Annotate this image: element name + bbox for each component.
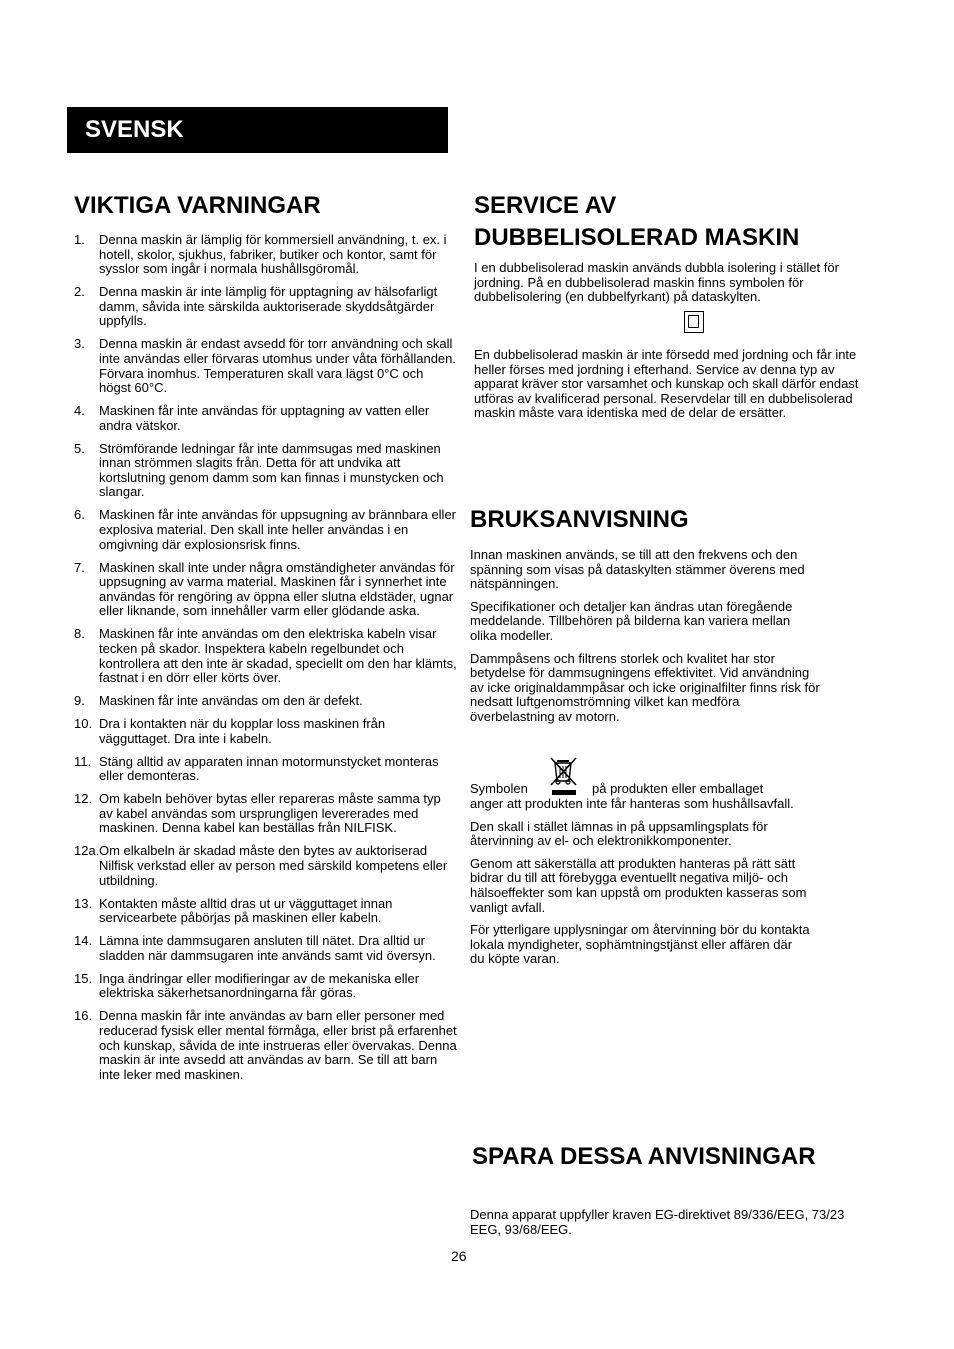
warning-item — [74, 233, 458, 277]
language-header — [67, 107, 448, 153]
symbol-prefix: Symbolen — [470, 781, 528, 796]
warning-text: Lämna inte dammsugaren ansluten till nätet. Dra alltid ur sladden när dammsugaren inte används samt vid översyn. — [99, 933, 436, 963]
warning-number: 16. — [74, 1008, 93, 1024]
service-paragraph-1: I en dubbelisolerad maskin används dubbla isolering i stället för jordning. På en dubbelisolerad maskin finns symbolen för dubbelisolering (en dubbelfyrkant) på dataskylten. — [474, 260, 839, 305]
warning-text: Strömförande ledningar får inte dammsugas med maskinen innan strömmen slagits från. Detta för att undvika att kortslutning genom damm som kan finnas i munstycken och slangar. — [99, 440, 444, 500]
symbol-line — [470, 782, 528, 797]
disposal-text — [470, 797, 810, 975]
warning-text: Denna maskin är endast avsedd för torr användning och skall inte användas eller förvaras utomhus under våta förhållanden. Förvara inomhus. Temperaturen skall vara lägst 0°C och högst 60°C. — [99, 336, 456, 396]
save-heading: SPARA DESSA ANVISNINGAR — [472, 1143, 816, 1170]
language-label: SVENSK — [85, 116, 184, 143]
warning-item — [74, 694, 458, 709]
warning-item — [74, 792, 458, 836]
compliance-paragraph: Denna apparat uppfyller kraven EG-direktivet 89/336/EEG, 73/23 EEG, 93/68/EEG. — [470, 1207, 845, 1237]
warning-item — [74, 934, 458, 963]
warning-number: 14. — [74, 933, 93, 949]
warning-text: Dra i kontakten när du kopplar loss maskinen från vägguttaget. Dra inte i kabeln. — [99, 716, 386, 746]
warning-number: 6. — [74, 507, 85, 523]
warning-item — [74, 844, 458, 888]
warning-text: Stäng alltid av apparaten innan motormunstycket monteras eller demonteras. — [99, 753, 439, 784]
double-square-icon — [684, 311, 704, 333]
warning-number: 3. — [74, 336, 85, 352]
warning-item — [74, 442, 458, 500]
symbol-suffix: på produkten eller emballaget — [592, 781, 764, 796]
warning-text: Denna maskin är inte lämplig för upptagning av hälsofarligt damm, såvida inte särskilda auktoriserade skyddsåtgärder uppfylls. — [99, 284, 438, 329]
warning-text: Maskinen får inte användas för uppsugning av brännbara eller explosiva material. Den skall inte heller användas i en omgivning där explosionsrisk finns. — [99, 507, 457, 552]
warning-item — [74, 1009, 458, 1082]
service-intro — [474, 261, 862, 313]
warning-number: 7. — [74, 559, 85, 575]
service-heading-line1: SERVICE AV — [474, 192, 617, 219]
warnings-heading: VIKTIGA VARNINGAR — [74, 192, 321, 219]
warning-text: Om elkalbeln är skadad måste den bytes av auktoriserad Nilfisk verkstad eller av person med särskild kompetens eller utbildning. — [99, 843, 448, 888]
usage-paragraph-3: Dammpåsens och filtrens storlek och kvalitet har stor betydelse för dammsugningens effektivitet. Vid användning av icke originaldammpåsar och icke originalfilter finns risk för nedsatt luftgenomströmning vilket kan medföra överbelastning av motorn. — [470, 650, 820, 724]
warning-number: 13. — [74, 895, 93, 911]
warning-item — [74, 972, 458, 1001]
disposal-paragraph-2: Den skall i stället lämnas in på uppsamlingsplats för återvinning av el- och elektronikkomponenter. — [470, 818, 768, 849]
warning-number: 12. — [74, 791, 93, 807]
compliance-text — [470, 1208, 860, 1245]
usage-text — [470, 548, 820, 733]
warning-text: Maskinen skall inte under några omständigheter användas för uppsugning av varma material. Maskinen får i synnerhet inte användas för rengöring av öppna eller slutna eldstäder, ugnar eller liknande, som innehåller varm eller glödande aska. — [99, 559, 455, 619]
page-number: 26 — [451, 1248, 467, 1264]
warning-text: Denna maskin är lämplig för kommersiell användning, t. ex. i hotell, skolor, sjukhus, fabriker, butiker och kontor, samt för sysslor som ingår i normala hushållsgöromål. — [99, 232, 447, 277]
warning-text: Denna maskin får inte användas av barn eller personer med reducerad fysisk eller mental förmåga, eller brist på erfarenhet och kunskap, såvida de inte instrueras eller övervakas. Denna maskin är inte avsedd att användas av barn. Se till att barn inte leker med maskinen. — [99, 1008, 457, 1082]
warning-number: 4. — [74, 403, 85, 419]
warning-text: Maskinen får inte användas om den är defekt. — [99, 693, 363, 709]
warning-text: Inga ändringar eller modifieringar av de mekaniska eller elektriska säkerhetsanordningarna får göras. — [99, 970, 420, 1001]
warning-number: 2. — [74, 284, 85, 300]
warning-item — [74, 561, 458, 619]
service-heading-line2: DUBBELISOLERAD MASKIN — [474, 224, 800, 251]
warning-item — [74, 627, 458, 685]
warning-item — [74, 337, 458, 395]
warning-number: 1. — [74, 232, 85, 247]
warning-text: Maskinen får inte användas för upptagning av vatten eller andra vätskor. — [99, 403, 430, 433]
warning-number: 10. — [74, 716, 93, 732]
crossed-bin-icon — [548, 754, 580, 796]
warning-item — [74, 755, 458, 784]
usage-heading: BRUKSANVISNING — [470, 506, 689, 533]
warning-item — [74, 717, 458, 746]
usage-paragraph-2: Specifikationer och detaljer kan ändras utan föregående meddelande. Tillbehören på bilderna kan variera mellan olika modeller. — [470, 598, 793, 643]
warning-number: 8. — [74, 626, 85, 642]
warning-number: 11. — [74, 753, 92, 769]
disposal-paragraph-3: Genom att säkerställa att produkten hanteras på rätt sätt bidrar du till att förebygga eventuellt negativa miljö- och hälsoeffekter som kan uppstå om produkten kasseras som vanligt avfall. — [470, 855, 807, 915]
warning-item — [74, 404, 458, 433]
warning-item — [74, 508, 458, 552]
warning-text: Om kabeln behöver bytas eller repareras måste samma typ av kabel användas som ursprungligen levererades med maskinen. Denna kabel kan beställas från NILFISK. — [99, 791, 441, 836]
warning-number: 5. — [74, 440, 85, 456]
disposal-paragraph-4: För ytterligare upplysningar om återvinning bör du kontakta lokala myndigheter, sophämtningstjänst eller affären där du köpte varan. — [470, 922, 810, 967]
warning-number: 9. — [74, 693, 85, 709]
symbol-line-suffix — [592, 782, 763, 797]
warning-number: 15. — [74, 970, 93, 986]
warning-item — [74, 285, 458, 329]
usage-paragraph-1: Innan maskinen används, se till att den frekvens och den spänning som visas på dataskylten stämmer överens med nätspänningen. — [470, 547, 805, 592]
warning-text: Kontakten måste alltid dras ut ur vägguttaget innan servicearbete påbörjas på maskinen eller kabeln. — [99, 895, 393, 926]
service-details — [474, 348, 862, 429]
disposal-paragraph-1: anger att produkten inte får hanteras som hushållsavfall. — [470, 796, 794, 811]
warning-item — [74, 897, 458, 926]
warning-text: Maskinen får inte användas om den elektriska kabeln visar tecken på skador. Inspektera kabeln regelbundet och kontrollera att den inte är skadad, speciellt om den har klämts, fastnat i en dörr eller körts över. — [99, 626, 457, 686]
service-paragraph-2: En dubbelisolerad maskin är inte försedd med jordning och får inte heller förses med jordning i efterhand. Service av denna typ av apparat kräver stor varsamhet och kunskap och skall därför endast utföras av kvalificerad personal. Reservdelar till en dubbelisolerad maskin måste vara identiska med de delar de ersätter. — [474, 347, 859, 421]
warnings-list — [74, 233, 458, 1091]
warning-number: 12a. — [74, 843, 100, 859]
